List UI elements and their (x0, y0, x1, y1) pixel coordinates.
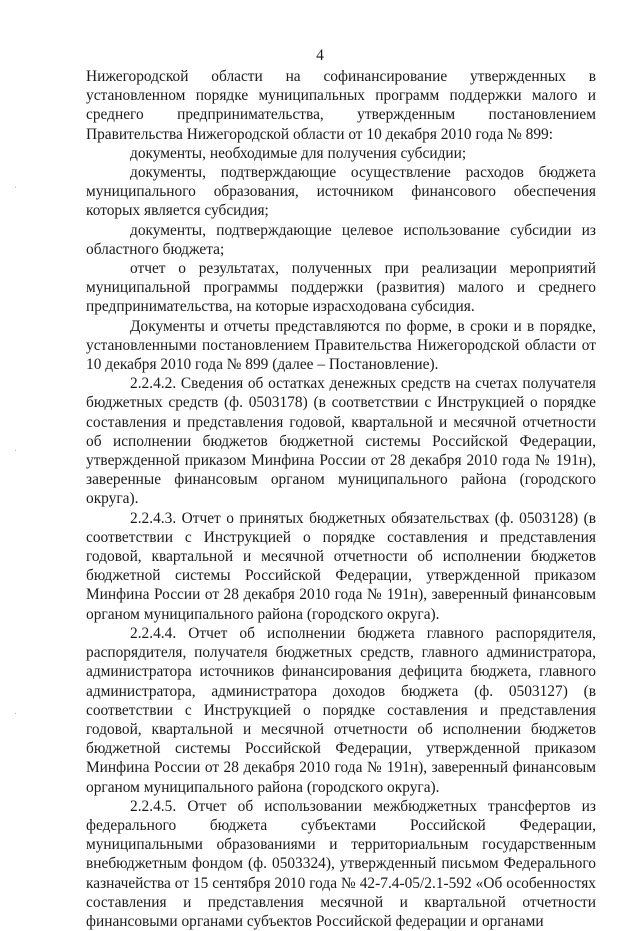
paragraph-documents-expenses: документы, подтверждающие осуществление расходов бюджета муниципального образования, источником финансового обеспечения которых является субсидия; (86, 164, 596, 220)
paragraph-2-2-4-4: 2.2.4.4. Отчет об исполнении бюджета главного распорядителя, распорядителя, получателя бюджетных средств, главного администратора, администратора источников финансирования дефицита бюджета, главного администратора, администратора доходов бюджета (ф. 0503127) (в соответствии с Инструкцией о порядке составления и представления годовой, квартальной и месячной отчетности об исполнении бюджетов бюджетной системы Российской Федерации, утвержденной приказом Минфина России от 28 декабря 2010 года № 191н), заверенный финансовым органом муниципального района (городского округа). (86, 624, 596, 796)
paragraph-documents-target-use: документы, подтверждающие целевое использование субсидии из областного бюджета; (86, 221, 596, 258)
document-body (86, 67, 596, 931)
paragraph-2-2-4-2: 2.2.4.2. Сведения об остатках денежных средств на счетах получателя бюджетных средств (ф. 0503178) (в соответствии с Инструкцией о порядке составления и представления годовой, квартальной и месячной отчетности об исполнении бюджетов бюджетной системы Российской Федерации, утвержденной приказом Минфина России от 28 декабря 2010 года № 191н), заверенные финансовым органом муниципального района (городского округа). (86, 375, 596, 508)
page-number: 4 (316, 47, 324, 64)
paragraph-documents-subsidy: документы, необходимые для получения субсидии; (130, 144, 467, 162)
scan-margin-mark: · (14, 446, 18, 457)
paragraph-forms-and-deadlines: Документы и отчеты представляются по форме, в сроки и в порядке, установленными постановлением Правительства Нижегородской области от 10 декабря 2010 года № 899 (далее – Постановление). (86, 317, 596, 374)
paragraph-2-2-4-3: 2.2.4.3. Отчет о принятых бюджетных обязательствах (ф. 0503128) (в соответствии с Инструкцией о порядке составления и представления годовой, квартальной и месячной отчетности об исполнении бюджетов бюджетной системы Российской Федерации, утвержденной приказом Минфина России от 28 декабря 2010 года № 191н), заверенный финансовым органом муниципального района (городского округа). (86, 509, 596, 623)
paragraph-2-2-4-5: 2.2.4.5. Отчет об использовании межбюджетных трансфертов из федерального бюджета субъектами Российской Федерации, муниципальными образованиями и территориальным государственным внебюджетным фондом (ф. 0503324), утвержденный письмом Федерального казначейства от 15 сентября 2010 года № 42-7.4-05/2.1-592 «Об особенностях составления и представления месячной и квартальной отчетности финансовыми органами субъектов Российской федерации и органами (86, 797, 596, 930)
paragraph-intro-continuation: Нижегородской области на софинансирование утвержденных в установленном порядке муниципальных программ поддержки малого и среднего предпринимательства, утвержденным постановлением Правительства Нижегородской области от 10 декабря 2010 года № 899: (86, 68, 596, 143)
scan-margin-mark: · (14, 709, 18, 720)
scan-margin-mark: · (14, 183, 18, 194)
paragraph-results-report: отчет о результатах, полученных при реализации мероприятий муниципальной программы поддержки (развития) малого и среднего предпринимательства, на которые израсходована субсидия. (86, 260, 596, 316)
